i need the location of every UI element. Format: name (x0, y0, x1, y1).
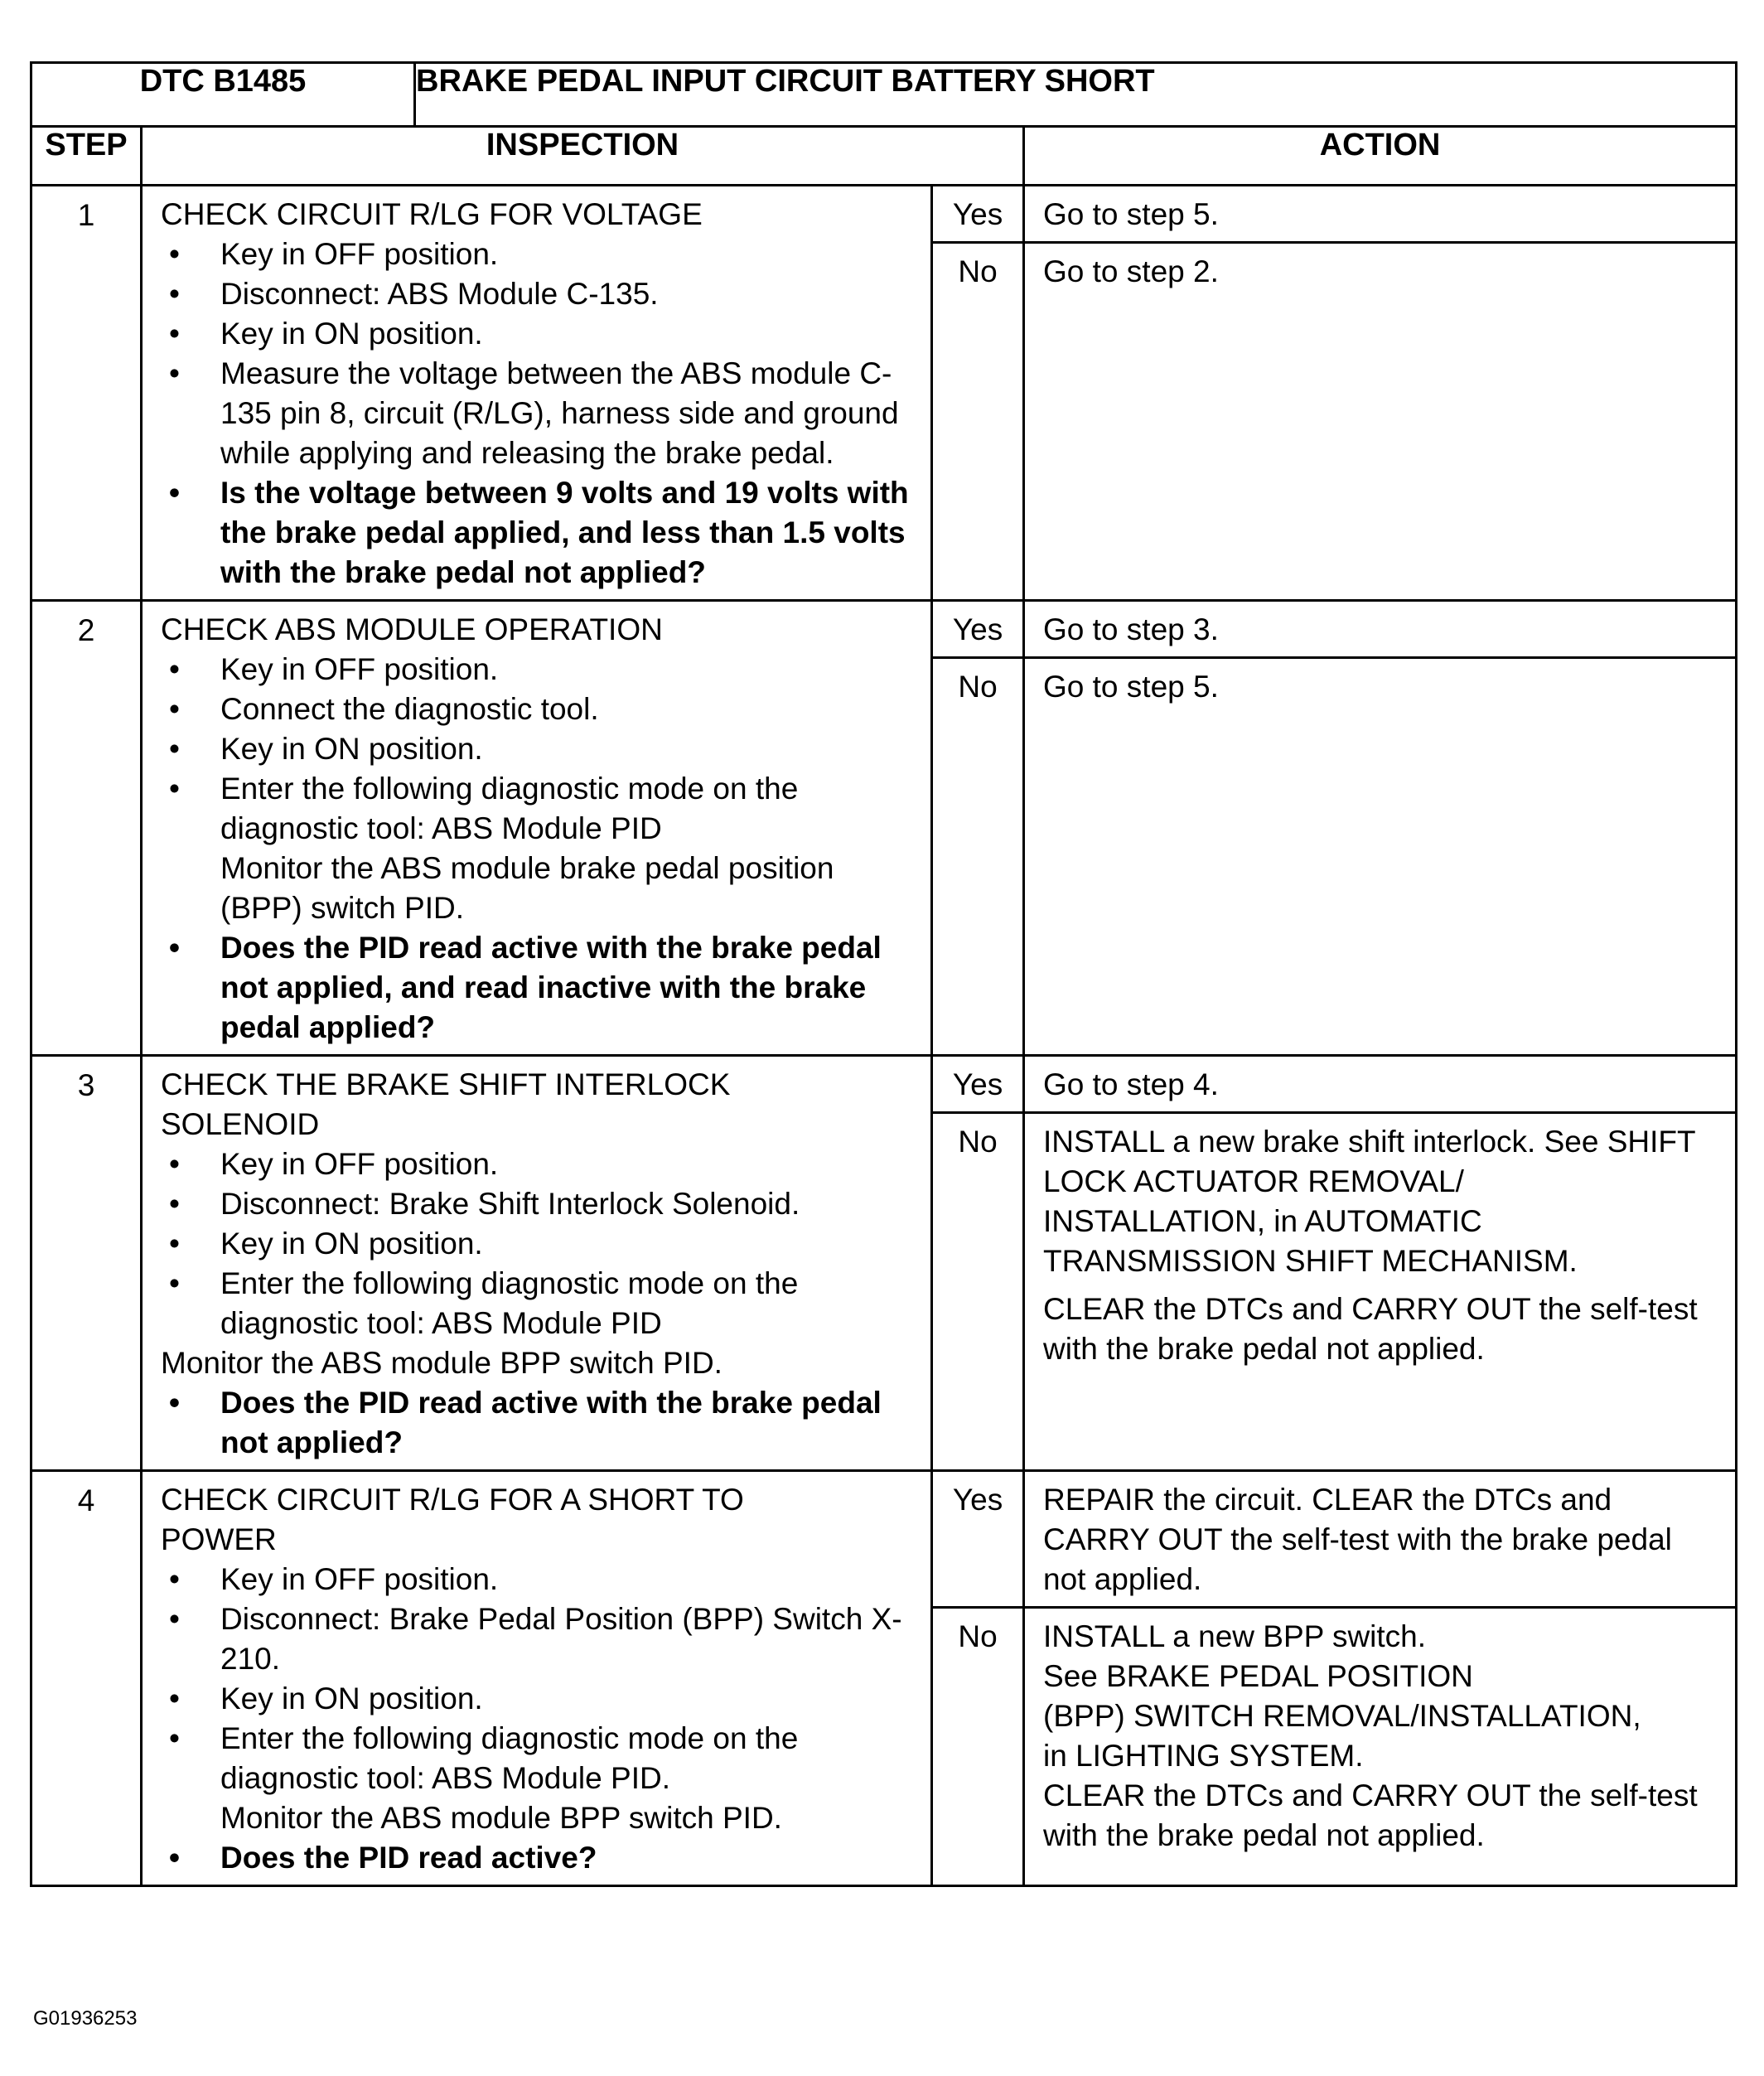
inspection-title: CHECK THE BRAKE SHIFT INTERLOCK SOLENOID (161, 1067, 731, 1141)
inspection-bullet: • Measure the voltage between the ABS module C-135 pin 8, circuit (R/LG), harness side and ground while applying and releasing the brake pedal. (161, 354, 914, 473)
figure-id: G01936253 (33, 2007, 138, 2030)
step-number: 4 (31, 1471, 142, 1886)
no-action (1024, 1113, 1737, 1471)
inspection-bullet: • Connect the diagnostic tool. (161, 690, 914, 729)
inspection-bullet: • Key in OFF position. (161, 1560, 914, 1599)
step-number: 3 (31, 1056, 142, 1471)
no-label: No (932, 243, 1024, 601)
column-header-step: STEP (31, 127, 142, 186)
yes-label: Yes (932, 601, 1024, 658)
inspection-bullet: • Does the PID read active with the brake pedal not applied? (161, 1383, 914, 1463)
column-header-row (31, 127, 1737, 186)
yes-label: Yes (932, 1471, 1024, 1608)
inspection-bullet: • Disconnect: Brake Shift Interlock Solenoid. (161, 1184, 914, 1224)
yes-action (1024, 1471, 1737, 1608)
action-text: INSTALL a new brake shift interlock. See SHIFT LOCK ACTUATOR REMOVAL/ INSTALLATION, in AUTOMATIC TRANSMISSION SHIFT MECHANISM. (1043, 1125, 1695, 1278)
no-action (1024, 658, 1737, 1056)
inspection-cell (142, 186, 932, 601)
inspection-bullet: • Is the voltage between 9 volts and 19 volts with the brake pedal applied, and less than 1.5 volts with the brake pedal not applied? (161, 473, 914, 593)
inspection-bullet: • Key in OFF position. (161, 1144, 914, 1184)
step-row-2 (31, 601, 1737, 658)
dtc-code: DTC B1485 (31, 63, 415, 127)
dtc-title: BRAKE PEDAL INPUT CIRCUIT BATTERY SHORT (415, 63, 1737, 127)
no-label: No (932, 1113, 1024, 1471)
no-label: No (932, 1608, 1024, 1886)
no-label: No (932, 658, 1024, 1056)
yes-action (1024, 186, 1737, 243)
inspection-bullet: • Key in OFF position. (161, 235, 914, 274)
yes-action (1024, 1056, 1737, 1113)
inspection-bullet: • Enter the following diagnostic mode on the diagnostic tool: ABS Module PID Monitor the ABS module brake pedal position (BPP) switch PID. (161, 769, 914, 928)
no-action (1024, 243, 1737, 601)
inspection-bullet: • Enter the following diagnostic mode on the diagnostic tool: ABS Module PID. Monitor the ABS module BPP switch PID. (161, 1719, 914, 1838)
inspection-bullet: • Does the PID read active with the brake pedal not applied, and read inactive with the brake pedal applied? (161, 928, 914, 1048)
no-action (1024, 1608, 1737, 1886)
inspection-cell (142, 601, 932, 1056)
steps-body (31, 186, 1737, 1886)
inspection-title: CHECK ABS MODULE OPERATION (161, 612, 663, 646)
action-text: Go to step 3. (1043, 612, 1219, 646)
column-header-inspection: INSPECTION (142, 127, 1024, 186)
action-text: CLEAR the DTCs and CARRY OUT the self-test with the brake pedal not applied. (1043, 1292, 1698, 1366)
inspection-bullets (161, 650, 914, 1048)
inspection-bullet: • Does the PID read active? (161, 1838, 914, 1878)
inspection-title: CHECK CIRCUIT R/LG FOR VOLTAGE (161, 197, 703, 231)
action-text: Go to step 5. (1043, 197, 1219, 231)
action-text: INSTALL a new BPP switch. See BRAKE PEDAL POSITION (BPP) SWITCH REMOVAL/INSTALLATION, in LIGHTING SYSTEM. CLEAR the DTCs and CARRY OUT the self-test with the brake pedal not applied. (1043, 1619, 1698, 1852)
yes-label: Yes (932, 1056, 1024, 1113)
inspection-bullet: • Key in OFF position. (161, 650, 914, 690)
inspection-cell (142, 1471, 932, 1886)
inspection-bullet: Monitor the ABS module BPP switch PID. (161, 1346, 723, 1380)
action-text: REPAIR the circuit. CLEAR the DTCs and CARRY OUT the self-test with the brake pedal not applied. (1043, 1483, 1672, 1596)
inspection-bullet: • Key in ON position. (161, 1679, 914, 1719)
inspection-bullet: • Disconnect: Brake Pedal Position (BPP) Switch X-210. (161, 1599, 914, 1679)
inspection-cell (142, 1056, 932, 1471)
yes-label: Yes (932, 186, 1024, 243)
step-row-4 (31, 1471, 1737, 1608)
action-text: Go to step 5. (1043, 670, 1219, 704)
inspection-bullet: • Enter the following diagnostic mode on the diagnostic tool: ABS Module PID (161, 1264, 914, 1343)
diagnostic-table (30, 61, 1737, 1887)
inspection-bullets (161, 1560, 914, 1878)
table-header-row (31, 63, 1737, 127)
inspection-bullet: • Key in ON position. (161, 1224, 914, 1264)
inspection-bullet: • Key in ON position. (161, 314, 914, 354)
inspection-bullets (161, 1144, 914, 1463)
step-number: 2 (31, 601, 142, 1056)
column-header-action: ACTION (1024, 127, 1737, 186)
step-row-1 (31, 186, 1737, 243)
step-number: 1 (31, 186, 142, 601)
inspection-title: CHECK CIRCUIT R/LG FOR A SHORT TO POWER (161, 1483, 744, 1556)
action-text: Go to step 4. (1043, 1067, 1219, 1101)
inspection-bullet: • Key in ON position. (161, 729, 914, 769)
inspection-bullet: • Disconnect: ABS Module C-135. (161, 274, 914, 314)
inspection-bullets (161, 235, 914, 593)
action-text: Go to step 2. (1043, 254, 1219, 288)
yes-action (1024, 601, 1737, 658)
step-row-3 (31, 1056, 1737, 1113)
